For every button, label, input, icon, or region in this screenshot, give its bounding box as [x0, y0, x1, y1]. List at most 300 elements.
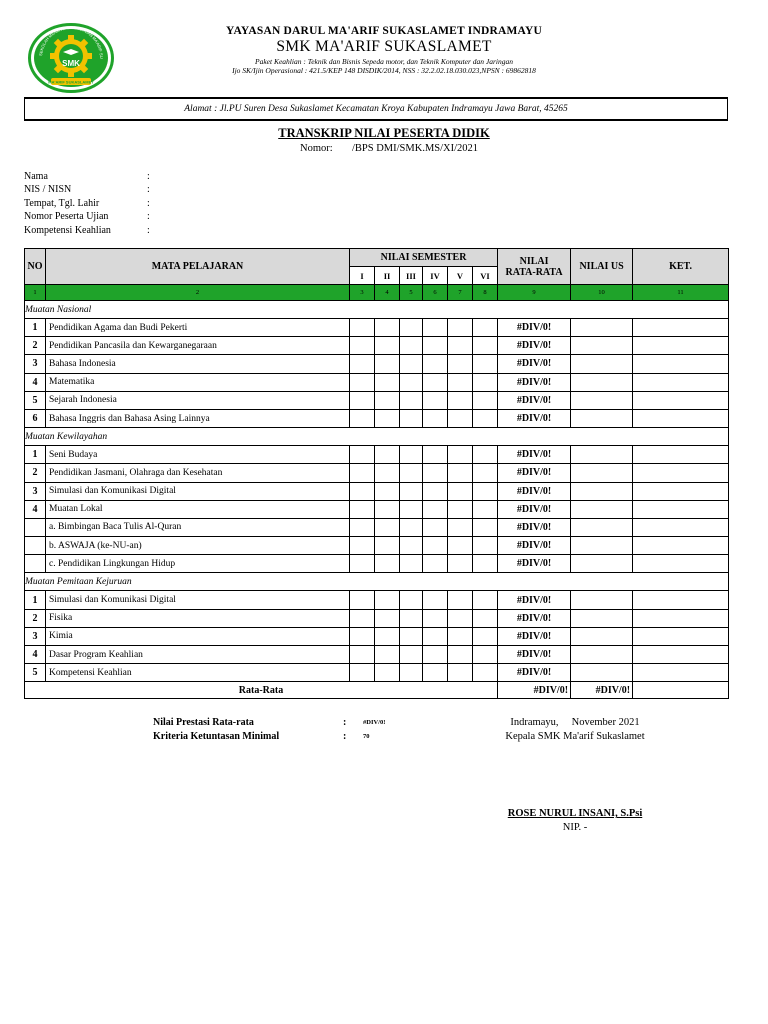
semester-2-grade-cell[interactable] — [375, 464, 400, 482]
semester-2-grade-cell[interactable] — [375, 355, 400, 373]
document-number — [300, 143, 479, 154]
average-row-ket — [633, 682, 729, 699]
semester-5-grade-cell[interactable] — [448, 518, 473, 536]
us-grade-cell[interactable] — [571, 319, 633, 337]
us-grade-cell[interactable] — [571, 446, 633, 464]
semester-5-grade-cell[interactable] — [448, 373, 473, 391]
semester-5-grade-cell[interactable] — [448, 627, 473, 645]
col-header-no: NO — [25, 249, 46, 285]
us-grade-cell[interactable] — [571, 373, 633, 391]
semester-5-grade-cell[interactable] — [448, 464, 473, 482]
semester-6-grade-cell[interactable] — [473, 537, 498, 555]
col-header-semester: NILAI SEMESTER — [350, 249, 498, 267]
semester-4-grade-cell[interactable] — [423, 446, 448, 464]
semester-6-grade-cell[interactable] — [473, 627, 498, 645]
us-grade-cell[interactable] — [571, 464, 633, 482]
table-row — [25, 591, 729, 609]
semester-2-grade-cell[interactable] — [375, 664, 400, 682]
semester-6-grade-cell[interactable] — [473, 337, 498, 355]
semester-1-grade-cell[interactable] — [350, 627, 375, 645]
semester-6-grade-cell[interactable] — [473, 482, 498, 500]
subject-name: Seni Budaya — [46, 446, 350, 464]
row-number: 5 — [25, 391, 46, 409]
subject-name: Sejarah Indonesia — [46, 391, 350, 409]
semester-3-grade-cell[interactable] — [400, 664, 423, 682]
ket-cell[interactable] — [633, 355, 729, 373]
semester-2-grade-cell[interactable] — [375, 446, 400, 464]
semester-2-grade-cell[interactable] — [375, 482, 400, 500]
identity-label: Kompetensi Keahlian — [24, 224, 111, 236]
average-cell: #DIV/0! — [498, 664, 571, 682]
average-row-label: Rata-Rata — [25, 682, 498, 699]
ket-cell[interactable] — [633, 409, 729, 427]
column-number: 11 — [633, 285, 729, 301]
table-row — [25, 518, 729, 536]
grades-table — [24, 248, 729, 699]
permit-info: Ijo SK/Ijin Operasional : 421.5/KEP 148 DISDIK/2014, NSS : 32.2.02.18.030.023,NPSN : 69862818 — [232, 66, 536, 75]
subject-name: Simulasi dan Komunikasi Digital — [46, 482, 350, 500]
signature-block — [485, 716, 665, 744]
ket-cell[interactable] — [633, 464, 729, 482]
semester-1-grade-cell[interactable] — [350, 319, 375, 337]
row-number — [25, 537, 46, 555]
row-number: 3 — [25, 355, 46, 373]
logo-text: SMK — [62, 59, 80, 68]
semester-5-grade-cell[interactable] — [448, 482, 473, 500]
document-title — [0, 126, 768, 141]
semester-6-grade-cell[interactable] — [473, 446, 498, 464]
signer-nip: NIP. - — [562, 822, 588, 833]
semester-4-grade-cell[interactable] — [423, 500, 448, 518]
grades-body — [25, 301, 729, 699]
table-row — [25, 500, 729, 518]
average-cell: #DIV/0! — [498, 464, 571, 482]
signature-position: Kepala SMK Ma'arif Sukaslamet — [505, 731, 645, 742]
ket-cell[interactable] — [633, 555, 729, 573]
col-header-sem-2: II — [375, 267, 400, 285]
semester-5-grade-cell[interactable] — [448, 319, 473, 337]
semester-3-grade-cell[interactable] — [400, 482, 423, 500]
us-grade-cell[interactable] — [571, 337, 633, 355]
semester-5-grade-cell[interactable] — [448, 664, 473, 682]
ket-cell[interactable] — [633, 500, 729, 518]
average-row — [25, 682, 729, 699]
us-grade-cell[interactable] — [571, 537, 633, 555]
identity-row — [24, 170, 424, 183]
identity-colon: : — [147, 224, 150, 236]
identity-row — [24, 224, 424, 237]
semester-2-grade-cell[interactable] — [375, 373, 400, 391]
row-number: 5 — [25, 664, 46, 682]
semester-3-grade-cell[interactable] — [400, 373, 423, 391]
semester-2-grade-cell[interactable] — [375, 627, 400, 645]
subject-name: a. Bimbingan Baca Tulis Al-Quran — [46, 518, 350, 536]
document-number-value: /BPS DMI/SMK.MS/XI/2021 — [352, 143, 479, 154]
identity-label: Nama — [24, 171, 48, 182]
semester-3-grade-cell[interactable] — [400, 391, 423, 409]
column-number: 3 — [350, 285, 375, 301]
semester-1-grade-cell[interactable] — [350, 518, 375, 536]
foundation-name: YAYASAN DARUL MA'ARIF SUKASLAMET INDRAMAYU — [226, 25, 542, 37]
col-header-average — [498, 249, 571, 285]
col-header-sem-1: I — [350, 267, 375, 285]
semester-3-grade-cell[interactable] — [400, 537, 423, 555]
ket-cell[interactable] — [633, 337, 729, 355]
semester-1-grade-cell[interactable] — [350, 609, 375, 627]
ket-cell[interactable] — [633, 373, 729, 391]
ket-cell[interactable] — [633, 627, 729, 645]
identity-row — [24, 210, 424, 223]
semester-5-grade-cell[interactable] — [448, 500, 473, 518]
semester-4-grade-cell[interactable] — [423, 464, 448, 482]
row-number: 3 — [25, 482, 46, 500]
semester-3-grade-cell[interactable] — [400, 409, 423, 427]
identity-label: Nomor Peserta Ujian — [24, 211, 109, 223]
ket-cell[interactable] — [633, 537, 729, 555]
subject-name: Dasar Program Keahlian — [46, 646, 350, 664]
logo-banner-text: MA'ARIF SUKASLAMET — [48, 79, 94, 85]
program-info: Paket Keahlian : Teknik dan Bisnis Sepeda motor, dan Teknik Komputer dan Jaringan — [255, 57, 513, 66]
school-name: SMK MA'ARIF SUKASLAMET — [276, 38, 492, 55]
subject-name: Kimia — [46, 627, 350, 645]
semester-1-grade-cell[interactable] — [350, 409, 375, 427]
semester-3-grade-cell[interactable] — [400, 319, 423, 337]
semester-6-grade-cell[interactable] — [473, 500, 498, 518]
row-number: 4 — [25, 646, 46, 664]
semester-3-grade-cell[interactable] — [400, 591, 423, 609]
ket-cell[interactable] — [633, 609, 729, 627]
semester-4-grade-cell[interactable] — [423, 664, 448, 682]
semester-1-grade-cell[interactable] — [350, 373, 375, 391]
ket-cell[interactable] — [633, 319, 729, 337]
semester-5-grade-cell[interactable] — [448, 609, 473, 627]
ket-cell[interactable] — [633, 446, 729, 464]
semester-4-grade-cell[interactable] — [423, 319, 448, 337]
semester-5-grade-cell[interactable] — [448, 446, 473, 464]
average-cell: #DIV/0! — [498, 446, 571, 464]
semester-3-grade-cell[interactable] — [400, 464, 423, 482]
semester-5-grade-cell[interactable] — [448, 537, 473, 555]
subject-name: b. ASWAJA (ke-NU-an) — [46, 537, 350, 555]
us-grade-cell[interactable] — [571, 409, 633, 427]
table-row — [25, 355, 729, 373]
table-row — [25, 482, 729, 500]
document-number-label: Nomor: — [300, 143, 333, 154]
letterhead-text — [134, 25, 634, 75]
semester-2-grade-cell[interactable] — [375, 500, 400, 518]
average-cell: #DIV/0! — [498, 500, 571, 518]
semester-6-grade-cell[interactable] — [473, 555, 498, 573]
col-header-sem-4: IV — [423, 267, 448, 285]
average-cell: #DIV/0! — [498, 609, 571, 627]
identity-colon: : — [147, 211, 150, 223]
semester-2-grade-cell[interactable] — [375, 537, 400, 555]
identity-label: Tempat, Tgl. Lahir — [24, 197, 100, 209]
column-number-row — [25, 285, 729, 301]
semester-4-grade-cell[interactable] — [423, 555, 448, 573]
table-row — [25, 464, 729, 482]
semester-1-grade-cell[interactable] — [350, 591, 375, 609]
semester-1-grade-cell[interactable] — [350, 500, 375, 518]
summary-prestasi-label: Nilai Prestasi Rata-rata — [153, 717, 254, 728]
semester-3-grade-cell[interactable] — [400, 500, 423, 518]
semester-5-grade-cell[interactable] — [448, 391, 473, 409]
section-row — [25, 301, 729, 319]
summary-kkm-value: 70 — [363, 733, 370, 740]
col-header-sem-5: V — [448, 267, 473, 285]
col-header-sem-3: III — [400, 267, 423, 285]
row-number: 2 — [25, 337, 46, 355]
average-cell: #DIV/0! — [498, 391, 571, 409]
semester-4-grade-cell[interactable] — [423, 355, 448, 373]
semester-4-grade-cell[interactable] — [423, 609, 448, 627]
row-number: 2 — [25, 609, 46, 627]
semester-5-grade-cell[interactable] — [448, 337, 473, 355]
row-number: 2 — [25, 464, 46, 482]
col-header-subject: MATA PELAJARAN — [46, 249, 350, 285]
us-grade-cell[interactable] — [571, 518, 633, 536]
row-number — [25, 555, 46, 573]
row-number: 1 — [25, 591, 46, 609]
average-cell: #DIV/0! — [498, 646, 571, 664]
student-identity — [24, 170, 424, 237]
table-row — [25, 537, 729, 555]
semester-5-grade-cell[interactable] — [448, 409, 473, 427]
subject-name: Pendidikan Jasmani, Olahraga dan Kesehatan — [46, 464, 350, 482]
section-row — [25, 573, 729, 591]
summary-prestasi — [153, 716, 413, 730]
ket-cell[interactable] — [633, 391, 729, 409]
table-row — [25, 337, 729, 355]
semester-6-grade-cell[interactable] — [473, 319, 498, 337]
semester-3-grade-cell[interactable] — [400, 627, 423, 645]
semester-1-grade-cell[interactable] — [350, 355, 375, 373]
us-grade-cell[interactable] — [571, 664, 633, 682]
row-number: 1 — [25, 446, 46, 464]
document-title-text: TRANSKRIP NILAI PESERTA DIDIK — [278, 126, 490, 140]
column-number: 1 — [25, 285, 46, 301]
us-grade-cell[interactable] — [571, 591, 633, 609]
table-row — [25, 609, 729, 627]
semester-2-grade-cell[interactable] — [375, 319, 400, 337]
average-cell: #DIV/0! — [498, 373, 571, 391]
semester-4-grade-cell[interactable] — [423, 537, 448, 555]
us-grade-cell[interactable] — [571, 500, 633, 518]
semester-4-grade-cell[interactable] — [423, 627, 448, 645]
semester-2-grade-cell[interactable] — [375, 555, 400, 573]
column-number: 6 — [423, 285, 448, 301]
semester-1-grade-cell[interactable] — [350, 464, 375, 482]
letterhead — [24, 20, 728, 98]
semester-5-grade-cell[interactable] — [448, 355, 473, 373]
semester-4-grade-cell[interactable] — [423, 373, 448, 391]
summary-colon: : — [343, 731, 347, 742]
col-header-sem-6: VI — [473, 267, 498, 285]
semester-1-grade-cell[interactable] — [350, 555, 375, 573]
identity-label: NIS / NISN — [24, 184, 72, 196]
semester-3-grade-cell[interactable] — [400, 555, 423, 573]
semester-3-grade-cell[interactable] — [400, 446, 423, 464]
semester-6-grade-cell[interactable] — [473, 391, 498, 409]
semester-6-grade-cell[interactable] — [473, 664, 498, 682]
semester-6-grade-cell[interactable] — [473, 646, 498, 664]
semester-6-grade-cell[interactable] — [473, 591, 498, 609]
school-logo — [26, 22, 116, 94]
semester-6-grade-cell[interactable] — [473, 373, 498, 391]
average-cell: #DIV/0! — [498, 627, 571, 645]
average-cell: #DIV/0! — [498, 409, 571, 427]
semester-1-grade-cell[interactable] — [350, 446, 375, 464]
semester-2-grade-cell[interactable] — [375, 646, 400, 664]
semester-4-grade-cell[interactable] — [423, 391, 448, 409]
average-cell: #DIV/0! — [498, 319, 571, 337]
average-cell: #DIV/0! — [498, 355, 571, 373]
semester-3-grade-cell[interactable] — [400, 518, 423, 536]
ket-cell[interactable] — [633, 518, 729, 536]
identity-row — [24, 183, 424, 196]
logo-ring-text: SEKOLAH MENENGAH KEJURUAN MA'ARIF SU — [38, 24, 105, 59]
semester-4-grade-cell[interactable] — [423, 591, 448, 609]
us-grade-cell[interactable] — [571, 555, 633, 573]
table-row — [25, 391, 729, 409]
semester-6-grade-cell[interactable] — [473, 518, 498, 536]
row-number: 4 — [25, 373, 46, 391]
average-cell: #DIV/0! — [498, 591, 571, 609]
table-row — [25, 409, 729, 427]
us-grade-cell[interactable] — [571, 627, 633, 645]
subject-name: Bahasa Indonesia — [46, 355, 350, 373]
section-row — [25, 428, 729, 446]
grade-summary — [153, 716, 413, 744]
us-grade-cell[interactable] — [571, 646, 633, 664]
col-header-average-line2: RATA-RATA — [505, 266, 563, 278]
table-row — [25, 646, 729, 664]
semester-5-grade-cell[interactable] — [448, 646, 473, 664]
semester-3-grade-cell[interactable] — [400, 609, 423, 627]
table-row — [25, 446, 729, 464]
summary-prestasi-value: #DIV/0! — [363, 719, 386, 726]
row-number: 4 — [25, 500, 46, 518]
subject-name: Matematika — [46, 373, 350, 391]
semester-3-grade-cell[interactable] — [400, 646, 423, 664]
semester-3-grade-cell[interactable] — [400, 337, 423, 355]
summary-colon: : — [343, 717, 347, 728]
semester-5-grade-cell[interactable] — [448, 555, 473, 573]
us-grade-cell[interactable] — [571, 609, 633, 627]
subject-name: Bahasa Inggris dan Bahasa Asing Lainnya — [46, 409, 350, 427]
semester-2-grade-cell[interactable] — [375, 609, 400, 627]
row-number: 6 — [25, 409, 46, 427]
semester-1-grade-cell[interactable] — [350, 391, 375, 409]
summary-kkm — [153, 730, 413, 744]
semester-2-grade-cell[interactable] — [375, 409, 400, 427]
summary-kkm-label: Kriteria Ketuntasan Minimal — [153, 731, 280, 742]
semester-1-grade-cell[interactable] — [350, 482, 375, 500]
school-address: Alamat : Jl.PU Suren Desa Sukaslamet Kecamatan Kroya Kabupaten Indramayu Jawa Barat, 45265 — [24, 97, 728, 121]
semester-4-grade-cell[interactable] — [423, 409, 448, 427]
table-row — [25, 555, 729, 573]
row-number: 1 — [25, 319, 46, 337]
average-cell: #DIV/0! — [498, 537, 571, 555]
identity-colon: : — [147, 171, 150, 182]
semester-1-grade-cell[interactable] — [350, 537, 375, 555]
us-grade-cell[interactable] — [571, 482, 633, 500]
semester-4-grade-cell[interactable] — [423, 337, 448, 355]
average-cell: #DIV/0! — [498, 337, 571, 355]
section-title: Muatan Kewilayahan — [25, 428, 729, 446]
column-number: 10 — [571, 285, 633, 301]
semester-2-grade-cell[interactable] — [375, 391, 400, 409]
semester-1-grade-cell[interactable] — [350, 664, 375, 682]
semester-5-grade-cell[interactable] — [448, 591, 473, 609]
ket-cell[interactable] — [633, 646, 729, 664]
semester-4-grade-cell[interactable] — [423, 646, 448, 664]
table-row — [25, 664, 729, 682]
signer-name: ROSE NURUL INSANI, S.Psi — [507, 808, 643, 819]
col-header-average-line1: NILAI — [519, 255, 549, 267]
column-number: 2 — [46, 285, 350, 301]
average-cell: #DIV/0! — [498, 482, 571, 500]
subject-name: Pendidikan Agama dan Budi Pekerti — [46, 319, 350, 337]
subject-name: c. Pendidikan Lingkungan Hidup — [46, 555, 350, 573]
column-number: 7 — [448, 285, 473, 301]
identity-colon: : — [147, 184, 150, 196]
row-number: 3 — [25, 627, 46, 645]
semester-6-grade-cell[interactable] — [473, 355, 498, 373]
average-row-us: #DIV/0! — [571, 682, 633, 699]
column-number: 9 — [498, 285, 571, 301]
semester-2-grade-cell[interactable] — [375, 591, 400, 609]
subject-name: Simulasi dan Komunikasi Digital — [46, 591, 350, 609]
section-title: Muatan Nasional — [25, 301, 729, 319]
section-title: Muatan Pemitaan Kejuruan — [25, 573, 729, 591]
average-row-avg: #DIV/0! — [498, 682, 571, 699]
subject-name: Muatan Lokal — [46, 500, 350, 518]
ket-cell[interactable] — [633, 591, 729, 609]
table-row — [25, 627, 729, 645]
us-grade-cell[interactable] — [571, 391, 633, 409]
subject-name: Fisika — [46, 609, 350, 627]
row-number — [25, 518, 46, 536]
table-row — [25, 373, 729, 391]
average-cell: #DIV/0! — [498, 555, 571, 573]
average-cell: #DIV/0! — [498, 518, 571, 536]
subject-name: Pendidikan Pancasila dan Kewarganegaraan — [46, 337, 350, 355]
semester-6-grade-cell[interactable] — [473, 409, 498, 427]
table-row — [25, 319, 729, 337]
col-header-ket: KET. — [633, 249, 729, 285]
semester-6-grade-cell[interactable] — [473, 464, 498, 482]
semester-2-grade-cell[interactable] — [375, 518, 400, 536]
semester-1-grade-cell[interactable] — [350, 337, 375, 355]
semester-1-grade-cell[interactable] — [350, 646, 375, 664]
semester-3-grade-cell[interactable] — [400, 355, 423, 373]
ket-cell[interactable] — [633, 664, 729, 682]
identity-row — [24, 197, 424, 210]
signature-place-date: Indramayu, November 2021 — [510, 717, 640, 728]
subject-name: Kompetensi Keahlian — [46, 664, 350, 682]
column-number: 5 — [400, 285, 423, 301]
ket-cell[interactable] — [633, 482, 729, 500]
semester-4-grade-cell[interactable] — [423, 482, 448, 500]
column-number: 8 — [473, 285, 498, 301]
col-header-us: NILAI US — [571, 249, 633, 285]
semester-2-grade-cell[interactable] — [375, 337, 400, 355]
semester-4-grade-cell[interactable] — [423, 518, 448, 536]
identity-colon: : — [147, 197, 150, 209]
semester-6-grade-cell[interactable] — [473, 609, 498, 627]
us-grade-cell[interactable] — [571, 355, 633, 373]
